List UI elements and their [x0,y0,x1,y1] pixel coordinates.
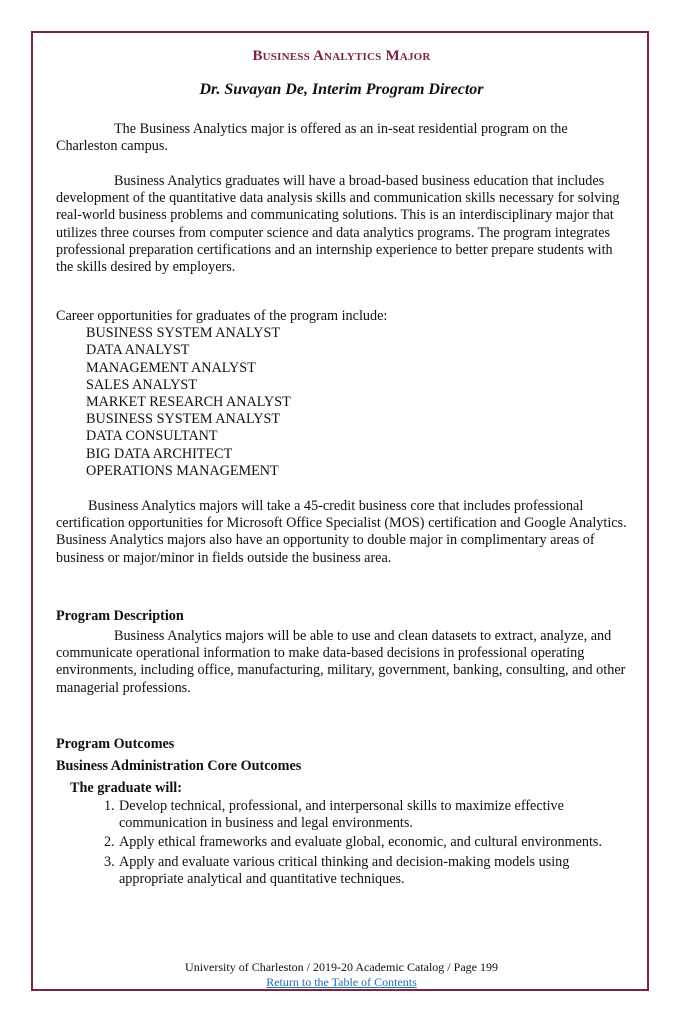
subsection-heading: Business Administration Core Outcomes [56,758,302,774]
career-list [56,325,628,480]
career-item: BUSINESS SYSTEM ANALYST [86,325,281,342]
outcome-item: 3. Apply and evaluate various critical thinking and decision-making models using appropriate analytical and quantitative techniques. [104,853,570,887]
page-title: Business Analytics Major [252,48,431,64]
table-of-contents-link[interactable]: Return to the Table of Contents [266,975,417,989]
program-description [56,608,628,697]
footer-text: University of Charleston / 2019-20 Academic Catalog / Page 199 [185,960,498,974]
outcomes-list [56,798,628,888]
outcome-item: 2. Apply ethical frameworks and evaluate global, economic, and cultural environments. [104,834,602,851]
business-core-paragraph: Business Analytics majors will take a 45-credit business core that includes professional certification opportunities for Microsoft Office Specialist (MOS) certification and Google Analytics. Business Analytics majors also have an opportunity to double major in complimentary areas of business or major/minor in fields outside the business area. [56,498,627,566]
career-item: OPERATIONS MANAGEMENT [86,462,279,479]
intro-paragraph-1: The Business Analytics major is offered as an in-seat residential program on the Charleston campus. [56,121,568,155]
program-outcomes [56,736,628,890]
career-lead: Career opportunities for graduates of the program include: [56,308,388,324]
career-item: BIG DATA ARCHITECT [86,445,233,462]
outcome-item: 1. Develop technical, professional, and interpersonal skills to maximize effective communication in business and legal environments. [104,798,564,832]
section-heading: Program Outcomes [56,736,175,752]
career-item: BUSINESS SYSTEM ANALYST [86,411,281,428]
program-director: Dr. Suvayan De, Interim Program Director [199,81,484,98]
career-item: MANAGEMENT ANALYST [86,359,256,376]
description-text: Business Analytics majors will be able to use and clean datasets to extract, analyze, and communicate operational information to make data-based decisions in professional operating environments, including office, manufacturing, military, government, banking, consulting, and other managerial professions. [56,628,626,696]
page-footer [0,960,683,990]
career-item: DATA CONSULTANT [86,428,218,445]
intro-paragraph-2: Business Analytics graduates will have a broad-based business education that includes development of the quantitative data analysis skills and communication skills necessary for solving real-world business problems and communicating solutions. This is an interdisciplinary major that utilizes three courses from computer science and data analytics programs. The program integrates professional preparation certifications and an internship experience to better prepare students with the skills desired by employers. [56,173,620,276]
career-item: MARKET RESEARCH ANALYST [86,394,291,411]
career-item: SALES ANALYST [86,376,197,393]
career-item: DATA ANALYST [86,342,190,359]
career-opportunities [56,308,628,480]
section-heading: Program Description [56,608,184,624]
outcomes-lead: The graduate will: [70,780,182,796]
